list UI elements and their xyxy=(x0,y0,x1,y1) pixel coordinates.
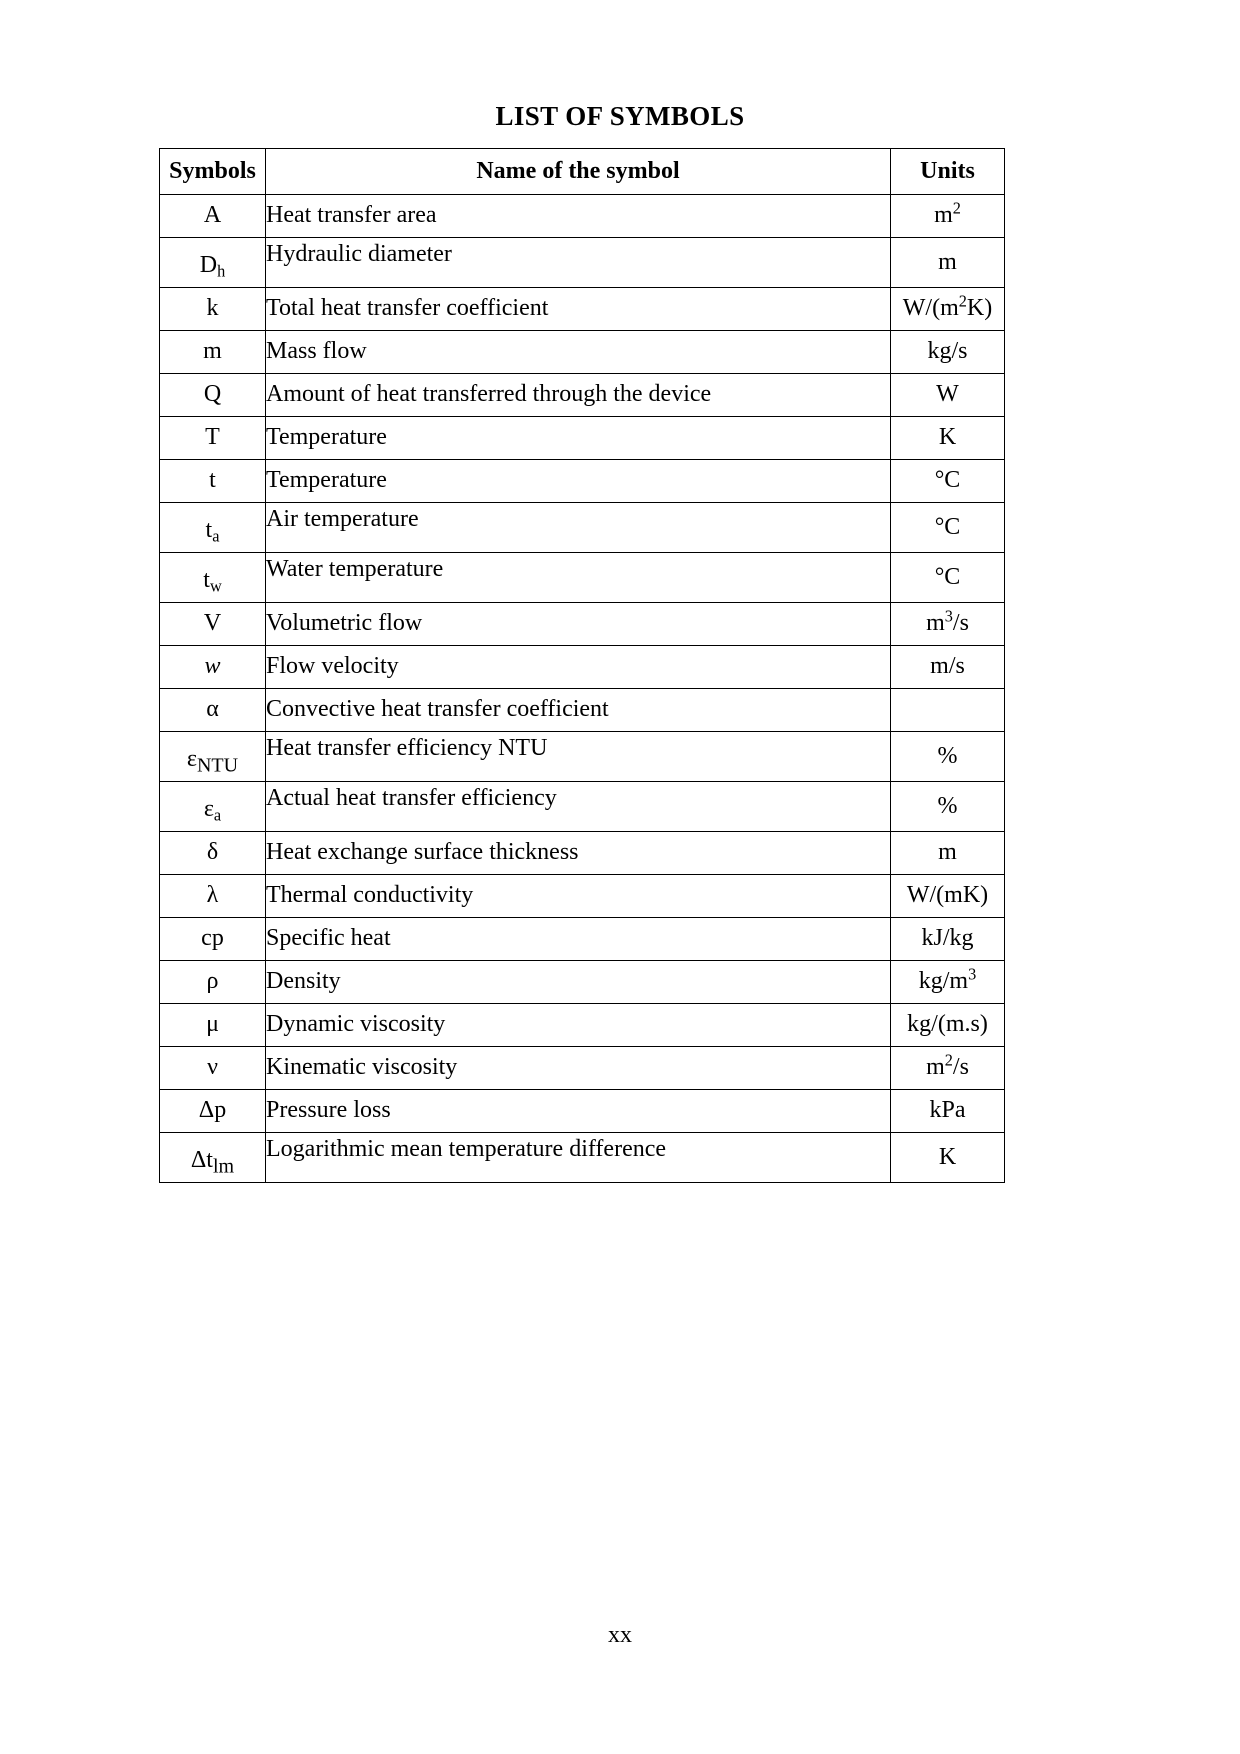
unit-base: °C xyxy=(934,467,961,494)
unit-superscript: 3 xyxy=(968,964,977,984)
table-row xyxy=(160,646,1005,689)
table-row xyxy=(160,195,1005,238)
table-row xyxy=(160,961,1005,1004)
table-header-row xyxy=(160,149,1005,195)
unit-base: K xyxy=(938,1143,957,1170)
table-row xyxy=(160,238,1005,288)
symbol-name-cell: Actual heat transfer efficiency xyxy=(266,782,891,832)
symbol-name-cell: Heat transfer efficiency NTU xyxy=(266,732,891,782)
table-row xyxy=(160,1090,1005,1133)
unit-base: m/s xyxy=(930,653,965,680)
column-header-symbols: Symbols xyxy=(160,149,266,195)
unit-cell xyxy=(891,918,1005,961)
symbol-glyph: A xyxy=(203,202,222,229)
symbol-cell xyxy=(160,782,266,832)
unit-base: m xyxy=(926,610,945,637)
symbol-glyph: Δp xyxy=(198,1097,227,1124)
symbol-name-cell: Water temperature xyxy=(266,553,891,603)
symbol-glyph: ρ xyxy=(206,968,219,995)
table-row xyxy=(160,460,1005,503)
symbol-name-cell: Total heat transfer coefficient xyxy=(266,288,891,331)
symbol-glyph: α xyxy=(206,696,219,723)
symbol-glyph: δ xyxy=(206,839,219,866)
unit-cell xyxy=(891,288,1005,331)
symbol-glyph: V xyxy=(203,610,222,637)
table-row xyxy=(160,689,1005,732)
symbol-cell xyxy=(160,1047,266,1090)
symbol-cell xyxy=(160,460,266,503)
column-header-name: Name of the symbol xyxy=(266,149,891,195)
unit-base: % xyxy=(937,742,958,769)
symbol-name-cell: Volumetric flow xyxy=(266,603,891,646)
symbol-glyph: Δt xyxy=(190,1147,213,1174)
unit-cell xyxy=(891,603,1005,646)
unit-base: kg/m xyxy=(918,968,969,995)
symbol-name-cell: Air temperature xyxy=(266,503,891,553)
unit-base: kg/(m.s) xyxy=(907,1011,988,1038)
symbol-name-cell: Temperature xyxy=(266,417,891,460)
unit-base: m xyxy=(938,839,957,866)
unit-cell xyxy=(891,646,1005,689)
symbol-cell xyxy=(160,603,266,646)
symbol-cell xyxy=(160,331,266,374)
symbol-subscript: a xyxy=(213,805,222,825)
symbol-cell xyxy=(160,1004,266,1047)
table-row xyxy=(160,503,1005,553)
symbol-name-cell: Dynamic viscosity xyxy=(266,1004,891,1047)
unit-superscript: 3 xyxy=(944,606,953,626)
symbol-cell xyxy=(160,689,266,732)
unit-base: W/(m xyxy=(902,295,959,322)
table-row xyxy=(160,553,1005,603)
table-row xyxy=(160,417,1005,460)
unit-cell xyxy=(891,238,1005,288)
table-row xyxy=(160,288,1005,331)
unit-cell xyxy=(891,1133,1005,1183)
symbol-name-cell: Pressure loss xyxy=(266,1090,891,1133)
symbol-glyph: D xyxy=(199,252,218,279)
table-row xyxy=(160,782,1005,832)
symbol-cell xyxy=(160,832,266,875)
page-title: LIST OF SYMBOLS xyxy=(495,101,745,131)
symbol-cell xyxy=(160,1133,266,1183)
symbol-cell xyxy=(160,875,266,918)
symbol-cell xyxy=(160,1090,266,1133)
symbol-cell xyxy=(160,553,266,603)
symbol-subscript: w xyxy=(209,576,222,596)
symbol-glyph: k xyxy=(206,295,219,322)
unit-cell xyxy=(891,195,1005,238)
unit-cell xyxy=(891,503,1005,553)
symbol-name-cell: Specific heat xyxy=(266,918,891,961)
symbol-cell xyxy=(160,417,266,460)
symbol-glyph: μ xyxy=(206,1011,219,1038)
symbol-subscript: lm xyxy=(212,1156,235,1178)
unit-base: m xyxy=(926,1054,945,1081)
symbol-glyph: T xyxy=(205,424,220,451)
symbol-glyph: m xyxy=(203,338,222,365)
unit-base: kJ/kg xyxy=(921,925,974,952)
table-row xyxy=(160,331,1005,374)
unit-cell xyxy=(891,460,1005,503)
symbol-cell xyxy=(160,238,266,288)
symbol-cell xyxy=(160,646,266,689)
unit-cell xyxy=(891,689,1005,732)
unit-tail: K) xyxy=(966,295,993,322)
symbol-cell xyxy=(160,961,266,1004)
unit-cell xyxy=(891,732,1005,782)
unit-superscript: 2 xyxy=(944,1050,953,1070)
table-row xyxy=(160,1004,1005,1047)
unit-cell xyxy=(891,417,1005,460)
table-body xyxy=(160,195,1005,1183)
unit-base: kPa xyxy=(929,1097,966,1124)
unit-base: °C xyxy=(934,513,961,540)
symbol-cell xyxy=(160,374,266,417)
symbol-name-cell: Hydraulic diameter xyxy=(266,238,891,288)
symbol-name-cell: Thermal conductivity xyxy=(266,875,891,918)
unit-base: % xyxy=(937,792,958,819)
table-row xyxy=(160,875,1005,918)
symbol-cell xyxy=(160,732,266,782)
unit-cell xyxy=(891,331,1005,374)
symbol-name-cell: Kinematic viscosity xyxy=(266,1047,891,1090)
symbol-glyph: ν xyxy=(207,1054,218,1081)
symbol-glyph: w xyxy=(204,653,221,680)
symbol-name-cell: Convective heat transfer coefficient xyxy=(266,689,891,732)
unit-tail: /s xyxy=(952,1054,969,1081)
table-row xyxy=(160,603,1005,646)
unit-cell xyxy=(891,553,1005,603)
unit-base: K xyxy=(938,424,957,451)
unit-base: °C xyxy=(934,563,961,590)
symbol-glyph: λ xyxy=(206,882,219,909)
symbol-name-cell: Flow velocity xyxy=(266,646,891,689)
symbol-name-cell: Amount of heat transferred through the device xyxy=(266,374,891,417)
column-header-units: Units xyxy=(891,149,1005,195)
symbol-subscript: h xyxy=(217,261,226,281)
symbol-glyph: ε xyxy=(203,796,214,823)
symbol-name-cell: Density xyxy=(266,961,891,1004)
symbol-glyph: t xyxy=(205,517,213,544)
unit-base: kg/s xyxy=(927,338,968,365)
unit-cell xyxy=(891,1004,1005,1047)
symbol-glyph: Q xyxy=(203,381,222,408)
symbol-cell xyxy=(160,503,266,553)
symbol-name-cell: Logarithmic mean temperature difference xyxy=(266,1133,891,1183)
table-row xyxy=(160,832,1005,875)
table-row xyxy=(160,374,1005,417)
unit-tail: /s xyxy=(952,610,969,637)
symbol-cell xyxy=(160,195,266,238)
symbol-name-cell: Heat exchange surface thickness xyxy=(266,832,891,875)
symbol-name-cell: Mass flow xyxy=(266,331,891,374)
unit-base: W/(mK) xyxy=(906,882,989,909)
symbol-cell xyxy=(160,918,266,961)
unit-base: W xyxy=(936,381,959,408)
table-row xyxy=(160,918,1005,961)
symbol-cell xyxy=(160,288,266,331)
unit-base: m xyxy=(938,248,957,275)
unit-cell xyxy=(891,1047,1005,1090)
unit-base: m xyxy=(934,202,953,229)
symbol-glyph: t xyxy=(209,467,216,494)
unit-cell xyxy=(891,832,1005,875)
table-row xyxy=(160,1047,1005,1090)
symbol-name-cell: Heat transfer area xyxy=(266,195,891,238)
symbol-glyph: cp xyxy=(201,925,224,952)
table-row xyxy=(160,732,1005,782)
symbol-glyph: ε xyxy=(186,746,197,773)
table-row xyxy=(160,1133,1005,1183)
unit-superscript: 2 xyxy=(958,291,967,311)
unit-cell xyxy=(891,875,1005,918)
unit-cell xyxy=(891,1090,1005,1133)
symbols-table xyxy=(159,148,1005,1183)
unit-cell xyxy=(891,782,1005,832)
unit-cell xyxy=(891,374,1005,417)
symbol-subscript: NTU xyxy=(196,755,239,777)
symbol-name-cell: Temperature xyxy=(266,460,891,503)
symbol-glyph: t xyxy=(203,567,210,594)
page-number-footer: xx xyxy=(608,1622,632,1648)
unit-superscript: 2 xyxy=(952,198,961,218)
symbol-subscript: a xyxy=(212,526,220,546)
unit-cell xyxy=(891,961,1005,1004)
